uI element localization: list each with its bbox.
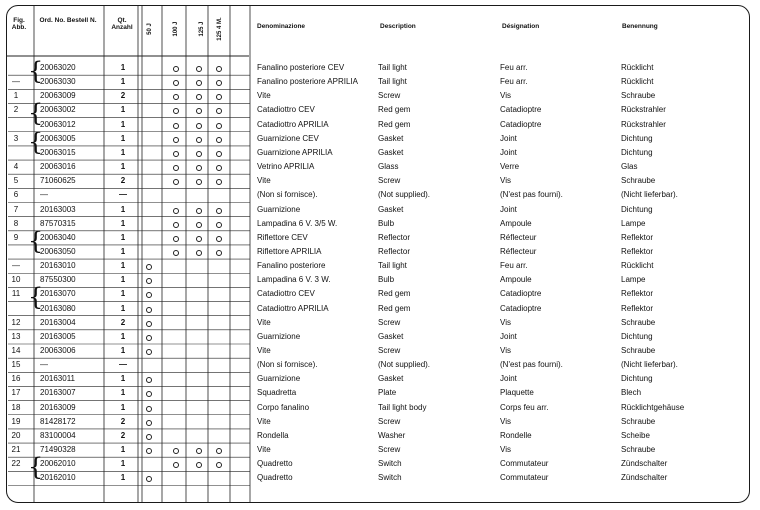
row-german: Schraube [621,346,656,355]
row-quantity: 1 [120,261,126,271]
row-quantity: 1 [120,162,126,172]
row-order-number: 20162010 [40,473,76,483]
row-italian: Vite [257,317,271,327]
row-quantity: 1 [120,303,126,313]
row-english: Screw [378,416,401,426]
row-italian: Vetrino APRILIA [257,162,315,172]
row-italian: Riflettore CEV [257,232,308,242]
applicability-mark [196,165,202,171]
row-italian: Guarnizione [257,374,301,384]
applicability-mark [216,448,222,454]
row-german: Schraube [621,91,656,101]
row-italian: Quadretto [257,473,293,483]
row-english: Tail light [378,261,407,271]
applicability-mark [173,123,179,129]
row-fig: 13 [11,331,21,341]
applicability-mark [216,151,222,157]
row-quantity: 1 [120,374,126,384]
row-french: Joint [500,147,517,157]
row-english: Screw [378,176,401,186]
row-fig: 15 [11,360,21,370]
row-order-number: 20163070 [40,289,76,299]
row-english: Screw [378,346,401,355]
row-quantity: — [119,360,127,370]
row-quantity: 1 [120,473,126,483]
row-quantity: 1 [120,289,126,299]
row-english: Red gem [378,303,411,313]
row-italian: Fanalino posteriore CEV [257,63,345,72]
row-order-number: 20063040 [40,232,76,242]
row-quantity: 1 [120,246,126,256]
row-quantity: 1 [120,133,126,143]
applicability-mark [173,66,179,72]
applicability-mark [173,165,179,171]
applicability-mark [196,222,202,228]
row-german: Rücklicht [621,77,654,87]
applicability-mark [173,222,179,228]
row-italian: Fanalino posteriore APRILIA [257,77,358,87]
header-model-125j: 125 J [199,21,205,37]
row-order-number: 20163010 [40,261,76,271]
row-french: Commutateur [500,459,549,469]
row-order-number: 20163004 [40,317,76,327]
row-fig: — [12,77,20,87]
row-italian: Vite [257,416,271,426]
row-quantity: 2 [120,91,126,101]
header-german: Benennung [622,23,658,30]
applicability-mark [216,250,222,256]
row-german: Rückstrahler [621,105,666,115]
row-french: Feu arr. [500,77,528,87]
row-fig: 12 [11,317,21,327]
applicability-mark [196,137,202,143]
row-quantity: 2 [120,416,126,426]
row-german: Schraube [621,445,656,455]
row-fig: 17 [11,388,21,398]
row-german: Zündschalter [621,473,668,483]
applicability-mark [196,151,202,157]
brace-group: { [28,127,44,156]
row-quantity: 1 [120,232,126,242]
row-english: Screw [378,317,401,327]
row-order-number: 20163007 [40,388,76,398]
row-german: Schraube [621,416,656,426]
row-order-number: 20063012 [40,119,76,129]
row-french: Joint [500,374,517,384]
row-german: Rücklicht [621,63,654,72]
row-german: Dichtung [621,133,653,143]
row-italian: Guarnizione [257,204,301,214]
applicability-mark [146,448,152,454]
brace-group: { [28,283,44,312]
row-french: Vis [500,416,511,426]
row-fig: 9 [13,232,19,242]
row-english: Gasket [378,133,404,143]
header-ord: Ord. No. Bestell N. [39,17,97,24]
row-italian: Riflettore APRILIA [257,246,322,256]
row-french: Vis [500,91,511,101]
row-quantity: 2 [120,430,126,440]
row-order-number: 20063050 [40,246,76,256]
row-order-number: 20163009 [40,402,76,412]
row-english: Screw [378,445,401,455]
row-quantity: 2 [120,317,126,327]
header-french: Désignation [502,23,540,30]
applicability-mark [216,236,222,242]
row-order-number: 20062010 [40,459,76,469]
row-fig: 19 [11,416,21,426]
applicability-mark [216,137,222,143]
applicability-mark [196,236,202,242]
row-italian: (Non si fornisce). [257,360,318,370]
applicability-mark [196,250,202,256]
row-german: Reflektor [621,289,654,299]
row-english: Tail light [378,63,407,72]
row-fig: 8 [13,218,19,228]
row-german: Rücklichtgehäuse [621,402,685,412]
applicability-mark [173,137,179,143]
row-fig: 1 [13,91,19,101]
header-fig: Fig. Abb. [11,17,27,31]
row-italian: Catadiottro CEV [257,105,315,115]
row-italian: Catadiottro CEV [257,289,315,299]
row-fig: — [12,261,20,271]
row-quantity: 1 [120,331,126,341]
applicability-mark [173,236,179,242]
applicability-mark [216,222,222,228]
row-quantity: 1 [120,459,126,469]
row-quantity: 1 [120,119,126,129]
row-german: Blech [621,388,642,398]
row-order-number: — [40,190,48,200]
applicability-mark [146,307,152,313]
row-french: Catadioptre [500,105,542,115]
header-english: Description [380,23,416,30]
row-order-number: 20063020 [40,63,76,72]
row-french: Feu arr. [500,63,528,72]
row-italian: Lampadina 6 V. 3 W. [257,275,331,285]
row-italian: Vite [257,346,271,355]
row-quantity: 1 [120,63,126,72]
row-french: Catadioptre [500,303,542,313]
row-french: (N'est pas fourni). [500,190,563,200]
row-french: Vis [500,346,511,355]
applicability-mark [216,208,222,214]
row-order-number: 20063030 [40,77,76,87]
applicability-mark [216,165,222,171]
row-italian: (Non si fornisce). [257,190,318,200]
row-order-number: 20063006 [40,346,76,355]
row-italian: Rondella [257,430,289,440]
row-fig: 11 [11,289,21,299]
row-fig: 2 [13,105,19,115]
row-english: Red gem [378,119,411,129]
applicability-mark [216,66,222,72]
applicability-mark [196,66,202,72]
row-order-number: 81428172 [40,416,76,426]
row-italian: Vite [257,91,271,101]
row-french: Réflecteur [500,246,537,256]
row-english: Tail light [378,77,407,87]
row-french: Joint [500,133,517,143]
row-german: Zündschalter [621,459,668,469]
row-german: Reflektor [621,246,654,256]
row-italian: Guarnizione CEV [257,133,319,143]
row-french: Feu arr. [500,261,528,271]
brace-group: { [28,226,44,255]
row-german: (Nicht lieferbar). [621,190,678,200]
row-fig: 5 [13,176,19,186]
header-model-125-4m: 125 4 M. [217,17,223,41]
row-quantity: — [119,190,127,200]
header-italian: Denominazione [257,23,306,30]
row-order-number: 87550300 [40,275,76,285]
row-english: (Not supplied). [378,190,431,200]
row-english: Washer [378,430,406,440]
row-french: Vis [500,445,511,455]
row-german: Reflektor [621,232,654,242]
row-order-number: 20163005 [40,331,76,341]
applicability-mark [173,448,179,454]
row-english: Red gem [378,289,411,299]
row-french: Joint [500,204,517,214]
row-italian: Catadiottro APRILIA [257,303,329,313]
header-qty: Qt. Anzahl [111,17,133,31]
row-fig: 3 [13,133,19,143]
row-fig: 4 [13,162,19,172]
applicability-mark [173,151,179,157]
brace-group: { [28,453,44,482]
brace-group: { [28,99,44,128]
row-german: Dichtung [621,204,653,214]
row-french: Vis [500,176,511,186]
applicability-mark [173,250,179,256]
applicability-mark [216,123,222,129]
row-fig: 14 [11,346,21,355]
row-order-number: 20063002 [40,105,76,115]
row-fig: 10 [11,275,21,285]
applicability-mark [196,208,202,214]
row-french: Ampoule [500,218,532,228]
row-quantity: 1 [120,105,126,115]
applicability-mark [146,349,152,355]
row-german: Dichtung [621,331,653,341]
row-italian: Guarnizione APRILIA [257,147,333,157]
row-english: Bulb [378,275,395,285]
row-fig: 21 [11,445,21,455]
row-german: Dichtung [621,374,653,384]
row-order-number: 20063016 [40,162,76,172]
header-model-100j: 100 J [173,21,179,37]
row-english: Bulb [378,218,395,228]
row-italian: Vite [257,445,271,455]
row-quantity: 1 [120,445,126,455]
row-french: Commutateur [500,473,549,483]
applicability-mark [146,406,152,412]
row-english: Gasket [378,331,404,341]
row-quantity: 1 [120,275,126,285]
row-german: Schraube [621,176,656,186]
row-english: Screw [378,91,401,101]
row-english: Gasket [378,147,404,157]
row-italian: Quadretto [257,459,293,469]
applicability-mark [146,335,152,341]
row-fig: 16 [11,374,21,384]
row-english: Plate [378,388,397,398]
row-order-number: 20163080 [40,303,76,313]
row-quantity: 1 [120,147,126,157]
row-german: Lampe [621,218,646,228]
row-french: (N'est pas fourni). [500,360,563,370]
row-quantity: 1 [120,346,126,355]
row-german: Rücklicht [621,261,654,271]
row-order-number: 87570315 [40,218,76,228]
row-english: (Not supplied). [378,360,431,370]
applicability-mark [146,420,152,426]
row-german: Schraube [621,317,656,327]
applicability-mark [173,208,179,214]
brace-group: { [28,57,44,85]
header-model-50j: 50 J [147,23,153,35]
row-order-number: 20163011 [40,374,75,384]
row-fig: 7 [13,204,19,214]
row-german: Dichtung [621,147,653,157]
applicability-mark [146,434,152,440]
row-italian: Vite [257,176,271,186]
row-english: Glass [378,162,399,172]
applicability-mark [146,321,152,327]
row-french: Vis [500,317,511,327]
row-english: Switch [378,459,402,469]
row-german: Glas [621,162,638,172]
row-german: Scheibe [621,430,650,440]
row-order-number: 20163003 [40,204,76,214]
row-english: Switch [378,473,402,483]
row-german: (Nicht lieferbar). [621,360,678,370]
row-english: Tail light body [378,402,427,412]
row-english: Red gem [378,105,411,115]
row-french: Verre [500,162,520,172]
row-french: Réflecteur [500,232,537,242]
row-english: Gasket [378,204,404,214]
row-italian: Corpo fanalino [257,402,310,412]
row-order-number: 83100004 [40,430,76,440]
row-german: Rückstrahler [621,119,666,129]
row-order-number: — [40,360,48,370]
row-french: Ampoule [500,275,532,285]
row-french: Plaquette [500,388,534,398]
row-italian: Catadiottro APRILIA [257,119,329,129]
row-french: Corps feu arr. [500,402,549,412]
row-german: Reflektor [621,303,654,313]
applicability-mark [196,448,202,454]
row-french: Catadioptre [500,119,542,129]
row-quantity: 1 [120,218,126,228]
row-order-number: 20063005 [40,133,76,143]
row-fig: 18 [11,402,21,412]
row-english: Reflector [378,232,411,242]
row-order-number: 20063015 [40,147,76,157]
row-german: Lampe [621,275,646,285]
row-fig: 6 [13,190,19,200]
row-order-number: 20063009 [40,91,76,101]
row-fig: 22 [11,459,21,469]
row-quantity: 1 [120,77,126,87]
row-english: Gasket [378,374,404,384]
row-italian: Lampadina 6 V. 3/5 W. [257,218,338,228]
row-english: Reflector [378,246,411,256]
row-quantity: 2 [120,176,126,186]
row-french: Catadioptre [500,289,542,299]
row-italian: Squadretta [257,388,297,398]
row-quantity: 1 [120,204,126,214]
row-french: Joint [500,331,517,341]
row-italian: Fanalino posteriore [257,261,326,271]
row-fig: 20 [11,430,21,440]
row-order-number: 71490328 [40,445,76,455]
row-italian: Guarnizione [257,331,301,341]
row-order-number: 71060625 [40,176,76,186]
row-french: Rondelle [500,430,532,440]
applicability-mark [196,123,202,129]
row-quantity: 1 [120,388,126,398]
row-quantity: 1 [120,402,126,412]
